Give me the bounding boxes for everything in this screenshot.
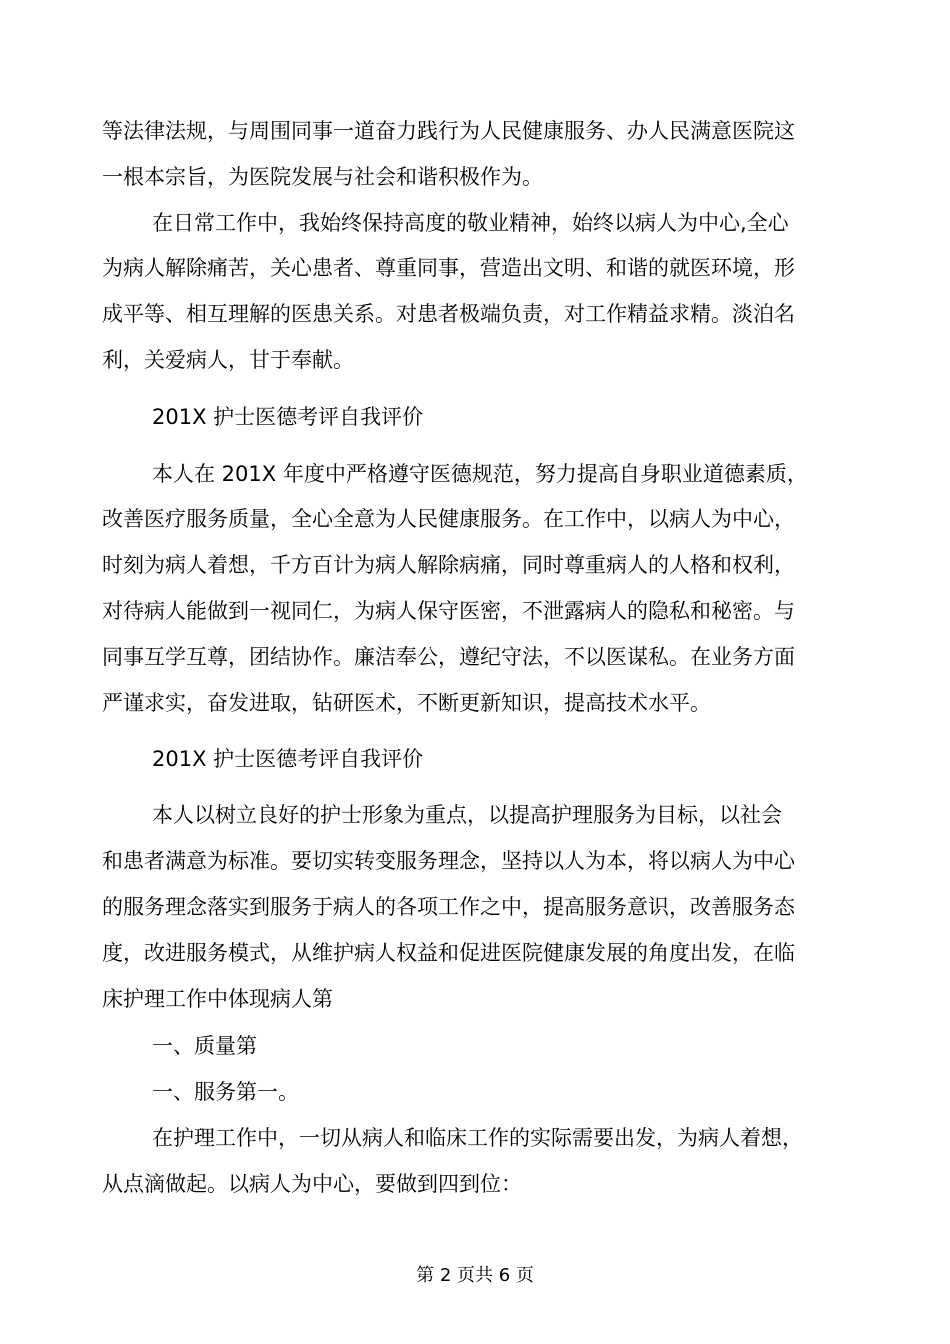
section-heading: 201X 护士医德考评自我评价 [152, 747, 424, 771]
text-line: 同事互学互尊，团结协作。廉洁奉公，遵纪守法，不以医谋私。在业务方面 [102, 645, 795, 669]
text-line: 本人在 201X 年度中严格遵守医德规范，努力提高自身职业道德素质， [152, 462, 808, 486]
text-line: 床护理工作中体现病人第 [102, 987, 333, 1011]
text-line: 和患者满意为标准。要切实转变服务理念，坚持以人为本，将以病人为中心 [102, 849, 795, 873]
page-number-footer: 第 2 页共 6 页 [416, 1265, 534, 1286]
text-line: 改善医疗服务质量，全心全意为人民健康服务。在工作中，以病人为中心， [102, 507, 795, 531]
text-line: 度，改进服务模式，从维护病人权益和促进医院健康发展的角度出发，在临 [102, 941, 795, 965]
text-line: 一、服务第一。 [152, 1080, 299, 1104]
text-line: 在日常工作中，我始终保持高度的敬业精神，始终以病人为中心,全心 [152, 211, 789, 235]
text-line: 时刻为病人着想，千方百计为病人解除病痛，同时尊重病人的人格和权利， [102, 553, 795, 577]
text-line: 为病人解除痛苦，关心患者、尊重同事，营造出文明、和谐的就医环境，形 [102, 256, 795, 280]
text-line: 对待病人能做到一视同仁，为病人保守医密，不泄露病人的隐私和秘密。与 [102, 599, 795, 623]
text-line: 的服务理念落实到服务于病人的各项工作之中，提高服务意识，改善服务态 [102, 895, 795, 919]
text-line: 等法律法规，与周围同事一道奋力践行为人民健康服务、办人民满意医院这 [102, 119, 795, 143]
text-line: 在护理工作中，一切从病人和临床工作的实际需要出发，为病人着想， [152, 1126, 803, 1150]
text-line: 从点滴做起。以病人为中心，要做到四到位： [102, 1172, 522, 1196]
text-line: 成平等、相互理解的医患关系。对患者极端负责，对工作精益求精。淡泊名 [102, 302, 795, 326]
text-line: 利，关爱病人，甘于奉献。 [102, 348, 354, 372]
section-heading: 201X 护士医德考评自我评价 [152, 405, 424, 429]
text-line: 一根本宗旨，为医院发展与社会和谐积极作为。 [102, 165, 543, 189]
text-line: 本人以树立良好的护士形象为重点，以提高护理服务为目标，以社会 [152, 803, 782, 827]
text-line: 一、质量第 [152, 1034, 257, 1058]
text-line: 严谨求实，奋发进取，钻研医术，不断更新知识，提高技术水平。 [102, 691, 711, 715]
